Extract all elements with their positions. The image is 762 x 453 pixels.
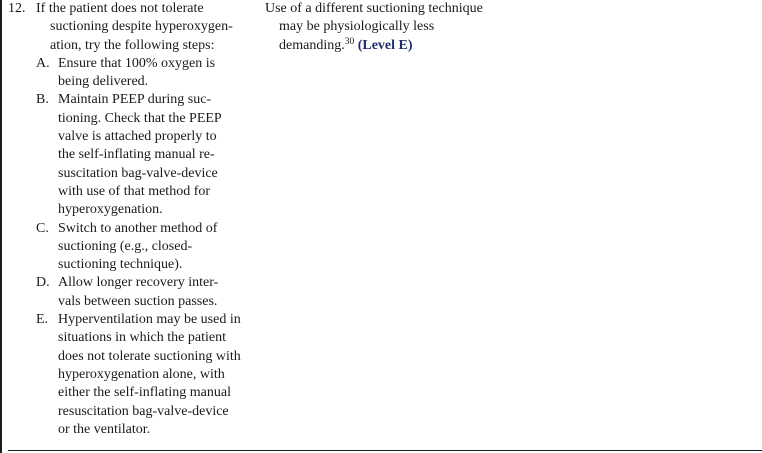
substep-line: hyperoxygenation. — [58, 202, 163, 218]
step-text — [36, 0, 258, 55]
step-text-line: suctioning despite hyperoxygen- — [50, 19, 233, 35]
substep-line: either the self-inflating manual — [58, 385, 231, 401]
substep-line: situations in which the patient — [58, 330, 226, 346]
procedure-step-column — [8, 0, 258, 439]
substep-line: Hyperventilation may be used in — [58, 312, 241, 328]
substep-letter: C. — [36, 220, 49, 236]
substep-line: suctioning technique). — [58, 257, 183, 273]
substep-letter: D. — [36, 275, 50, 291]
substep-letter: B. — [36, 92, 49, 108]
substep-letter: A. — [36, 55, 50, 71]
substep-line: vals between suction passes. — [58, 293, 218, 309]
rationale-line: Use of a different suctioning technique — [265, 1, 483, 16]
bottom-border-rule — [8, 450, 762, 451]
rationale-column — [265, 0, 525, 55]
substep-line: valve is attached properly to — [58, 129, 217, 145]
step-12 — [8, 0, 258, 55]
substep-letter: E. — [36, 312, 49, 328]
evidence-level: (Level E) — [357, 37, 413, 53]
substep-b — [8, 91, 258, 219]
substep-c — [8, 220, 258, 275]
citation-superscript: 30 — [344, 36, 355, 47]
substep-d — [8, 274, 258, 311]
substep-a — [8, 55, 258, 92]
substep-line: suscitation bag-valve-device — [58, 165, 218, 181]
substep-line: with use of that method for — [58, 183, 211, 199]
substep-line: tioning. Check that the PEEP — [58, 110, 222, 126]
substep-line: hyperoxygenation alone, with — [58, 366, 225, 382]
substep-line: Ensure that 100% oxygen is — [58, 55, 216, 71]
substep-line: being delivered. — [58, 74, 149, 90]
rationale-text: demanding. — [279, 37, 345, 53]
substep-e — [8, 311, 258, 439]
substep-line: suctioning (e.g., closed- — [58, 238, 193, 254]
substep-line: does not tolerate suctioning with — [58, 348, 241, 364]
substep-line: the self-inflating manual re- — [58, 147, 215, 163]
left-border-rule — [0, 0, 2, 453]
step-text-line: If the patient does not tolerate — [36, 1, 204, 16]
step-number: 12. — [8, 1, 26, 16]
step-text-line: ation, try the following steps: — [50, 37, 215, 53]
substep-line: resuscitation bag-valve-device — [58, 403, 229, 419]
substep-line: Allow longer recovery inter- — [58, 275, 219, 291]
substep-line: or the ventilator. — [58, 421, 151, 437]
rationale-line-last — [265, 37, 525, 55]
substep-line: Maintain PEEP during suc- — [58, 92, 212, 108]
rationale-line: may be physiologically less — [279, 19, 435, 35]
substep-line: Switch to another method of — [58, 220, 218, 236]
